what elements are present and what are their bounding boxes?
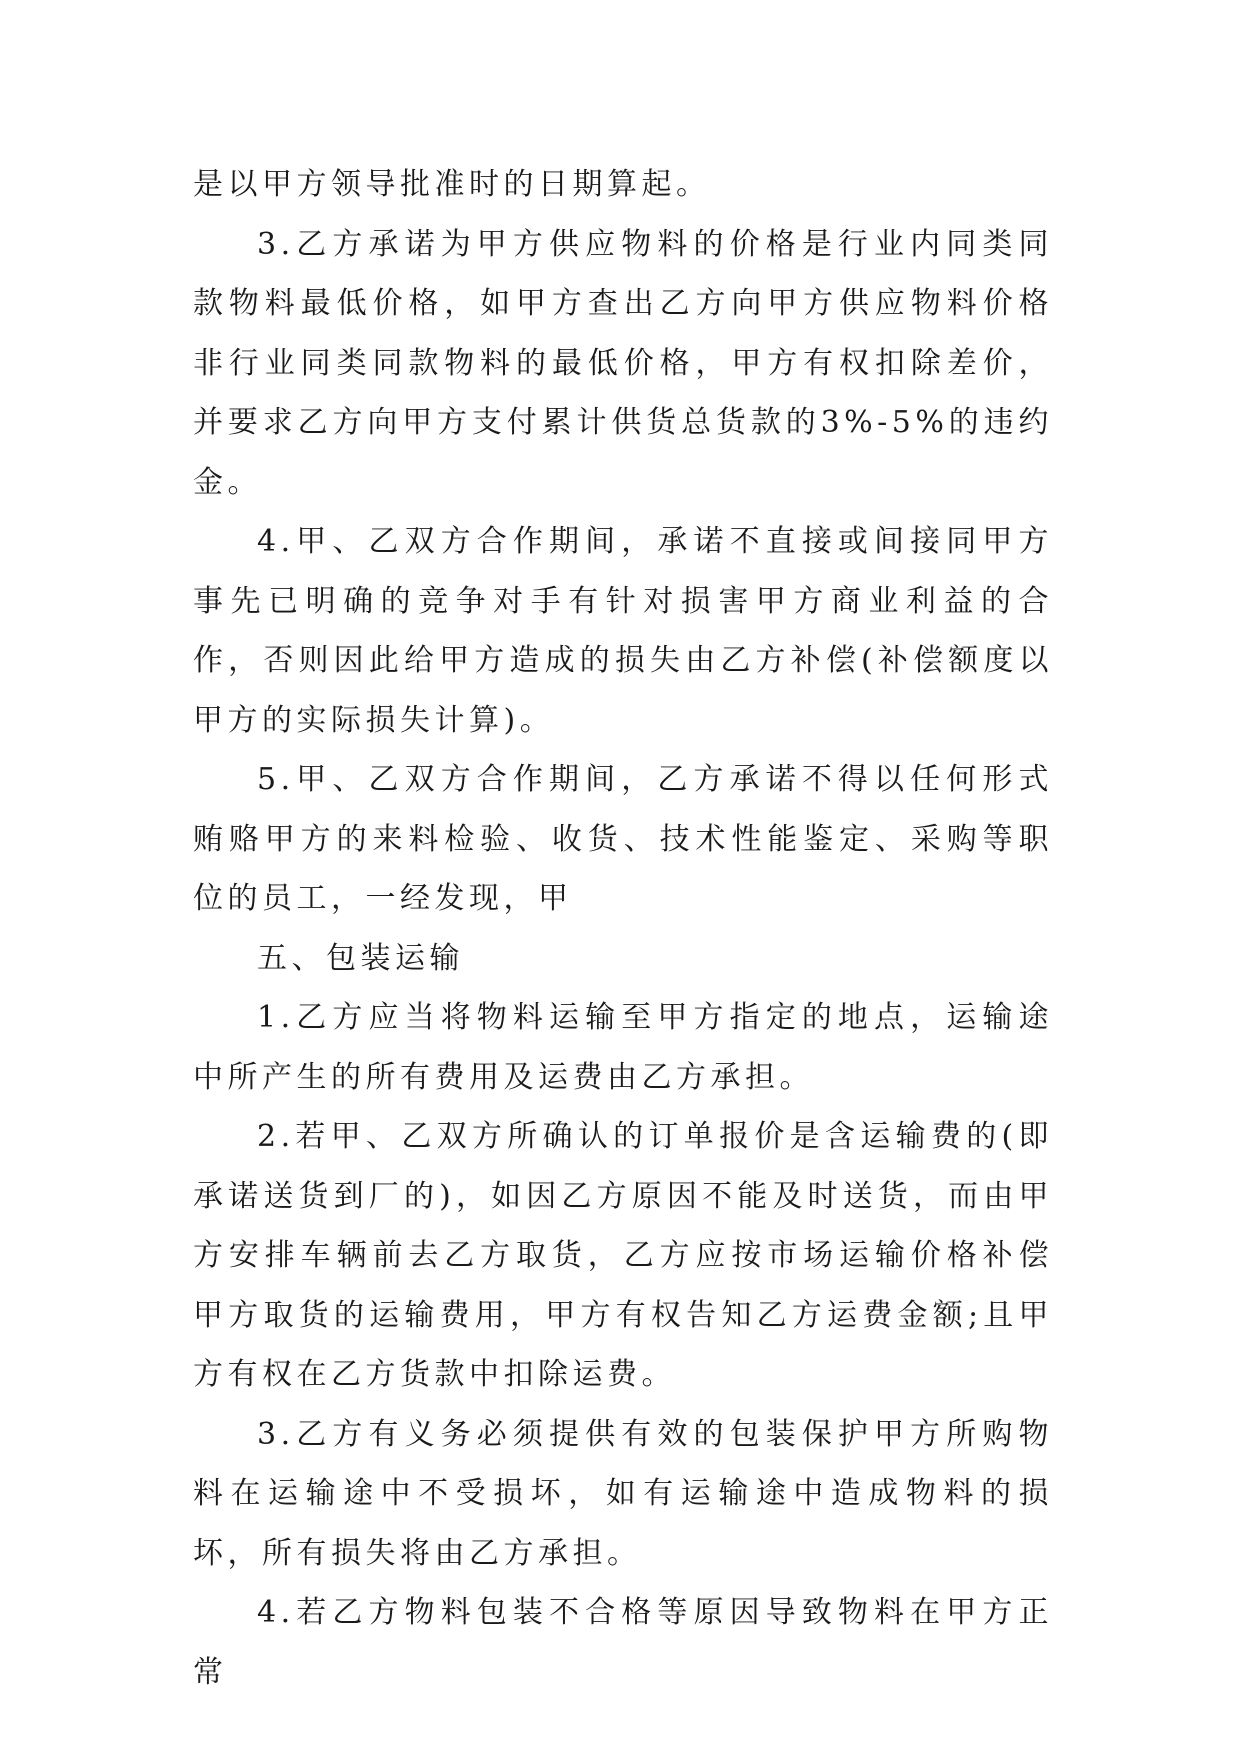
paragraph-clause-5-bribery: 5.甲、乙双方合作期间，乙方承诺不得以任何形式贿赂甲方的来料检验、收货、技术性能鉴定、采购等职位的员工，一经发现，甲	[193, 762, 1053, 916]
section-heading-packaging-transport: 五、包装运输	[257, 940, 464, 976]
paragraph-continuation: 是以甲方领导批准时的日期算起。	[193, 167, 711, 202]
paragraph-clause-4-competition: 4.甲、乙双方合作期间，承诺不直接或间接同甲方事先已明确的竞争对手有针对损害甲方商业利益的合作，否则因此给甲方造成的损失由乙方补偿(补偿额度以甲方的实际损失计算)。	[193, 524, 1053, 738]
paragraph-transport-clause-4: 4.若乙方物料包装不合格等原因导致物料在甲方正常	[193, 1595, 1053, 1690]
paragraph-transport-clause-2: 2.若甲、乙双方所确认的订单报价是含运输费的(即承诺送货到厂的)，如因乙方原因不能及时送货，而由甲方安排车辆前去乙方取货，乙方应按市场运输价格补偿甲方取货的运输费用，甲方有权告知乙方运费金额;且甲方有权在乙方货款中扣除运费。	[193, 1119, 1053, 1392]
paragraph-transport-clause-1: 1.乙方应当将物料运输至甲方指定的地点，运输途中所产生的所有费用及运费由乙方承担。	[193, 1000, 1053, 1095]
paragraph-clause-3-price: 3.乙方承诺为甲方供应物料的价格是行业内同类同款物料最低价格，如甲方查出乙方向甲方供应物料价格非行业同类同款物料的最低价格，甲方有权扣除差价，并要求乙方向甲方支付累计供货总货款的3%-5%的违约金。	[193, 226, 1053, 500]
paragraph-transport-clause-3: 3.乙方有义务必须提供有效的包装保护甲方所购物料在运输途中不受损坏，如有运输途中造成物料的损坏，所有损失将由乙方承担。	[193, 1416, 1053, 1571]
document-body	[193, 155, 1053, 1702]
